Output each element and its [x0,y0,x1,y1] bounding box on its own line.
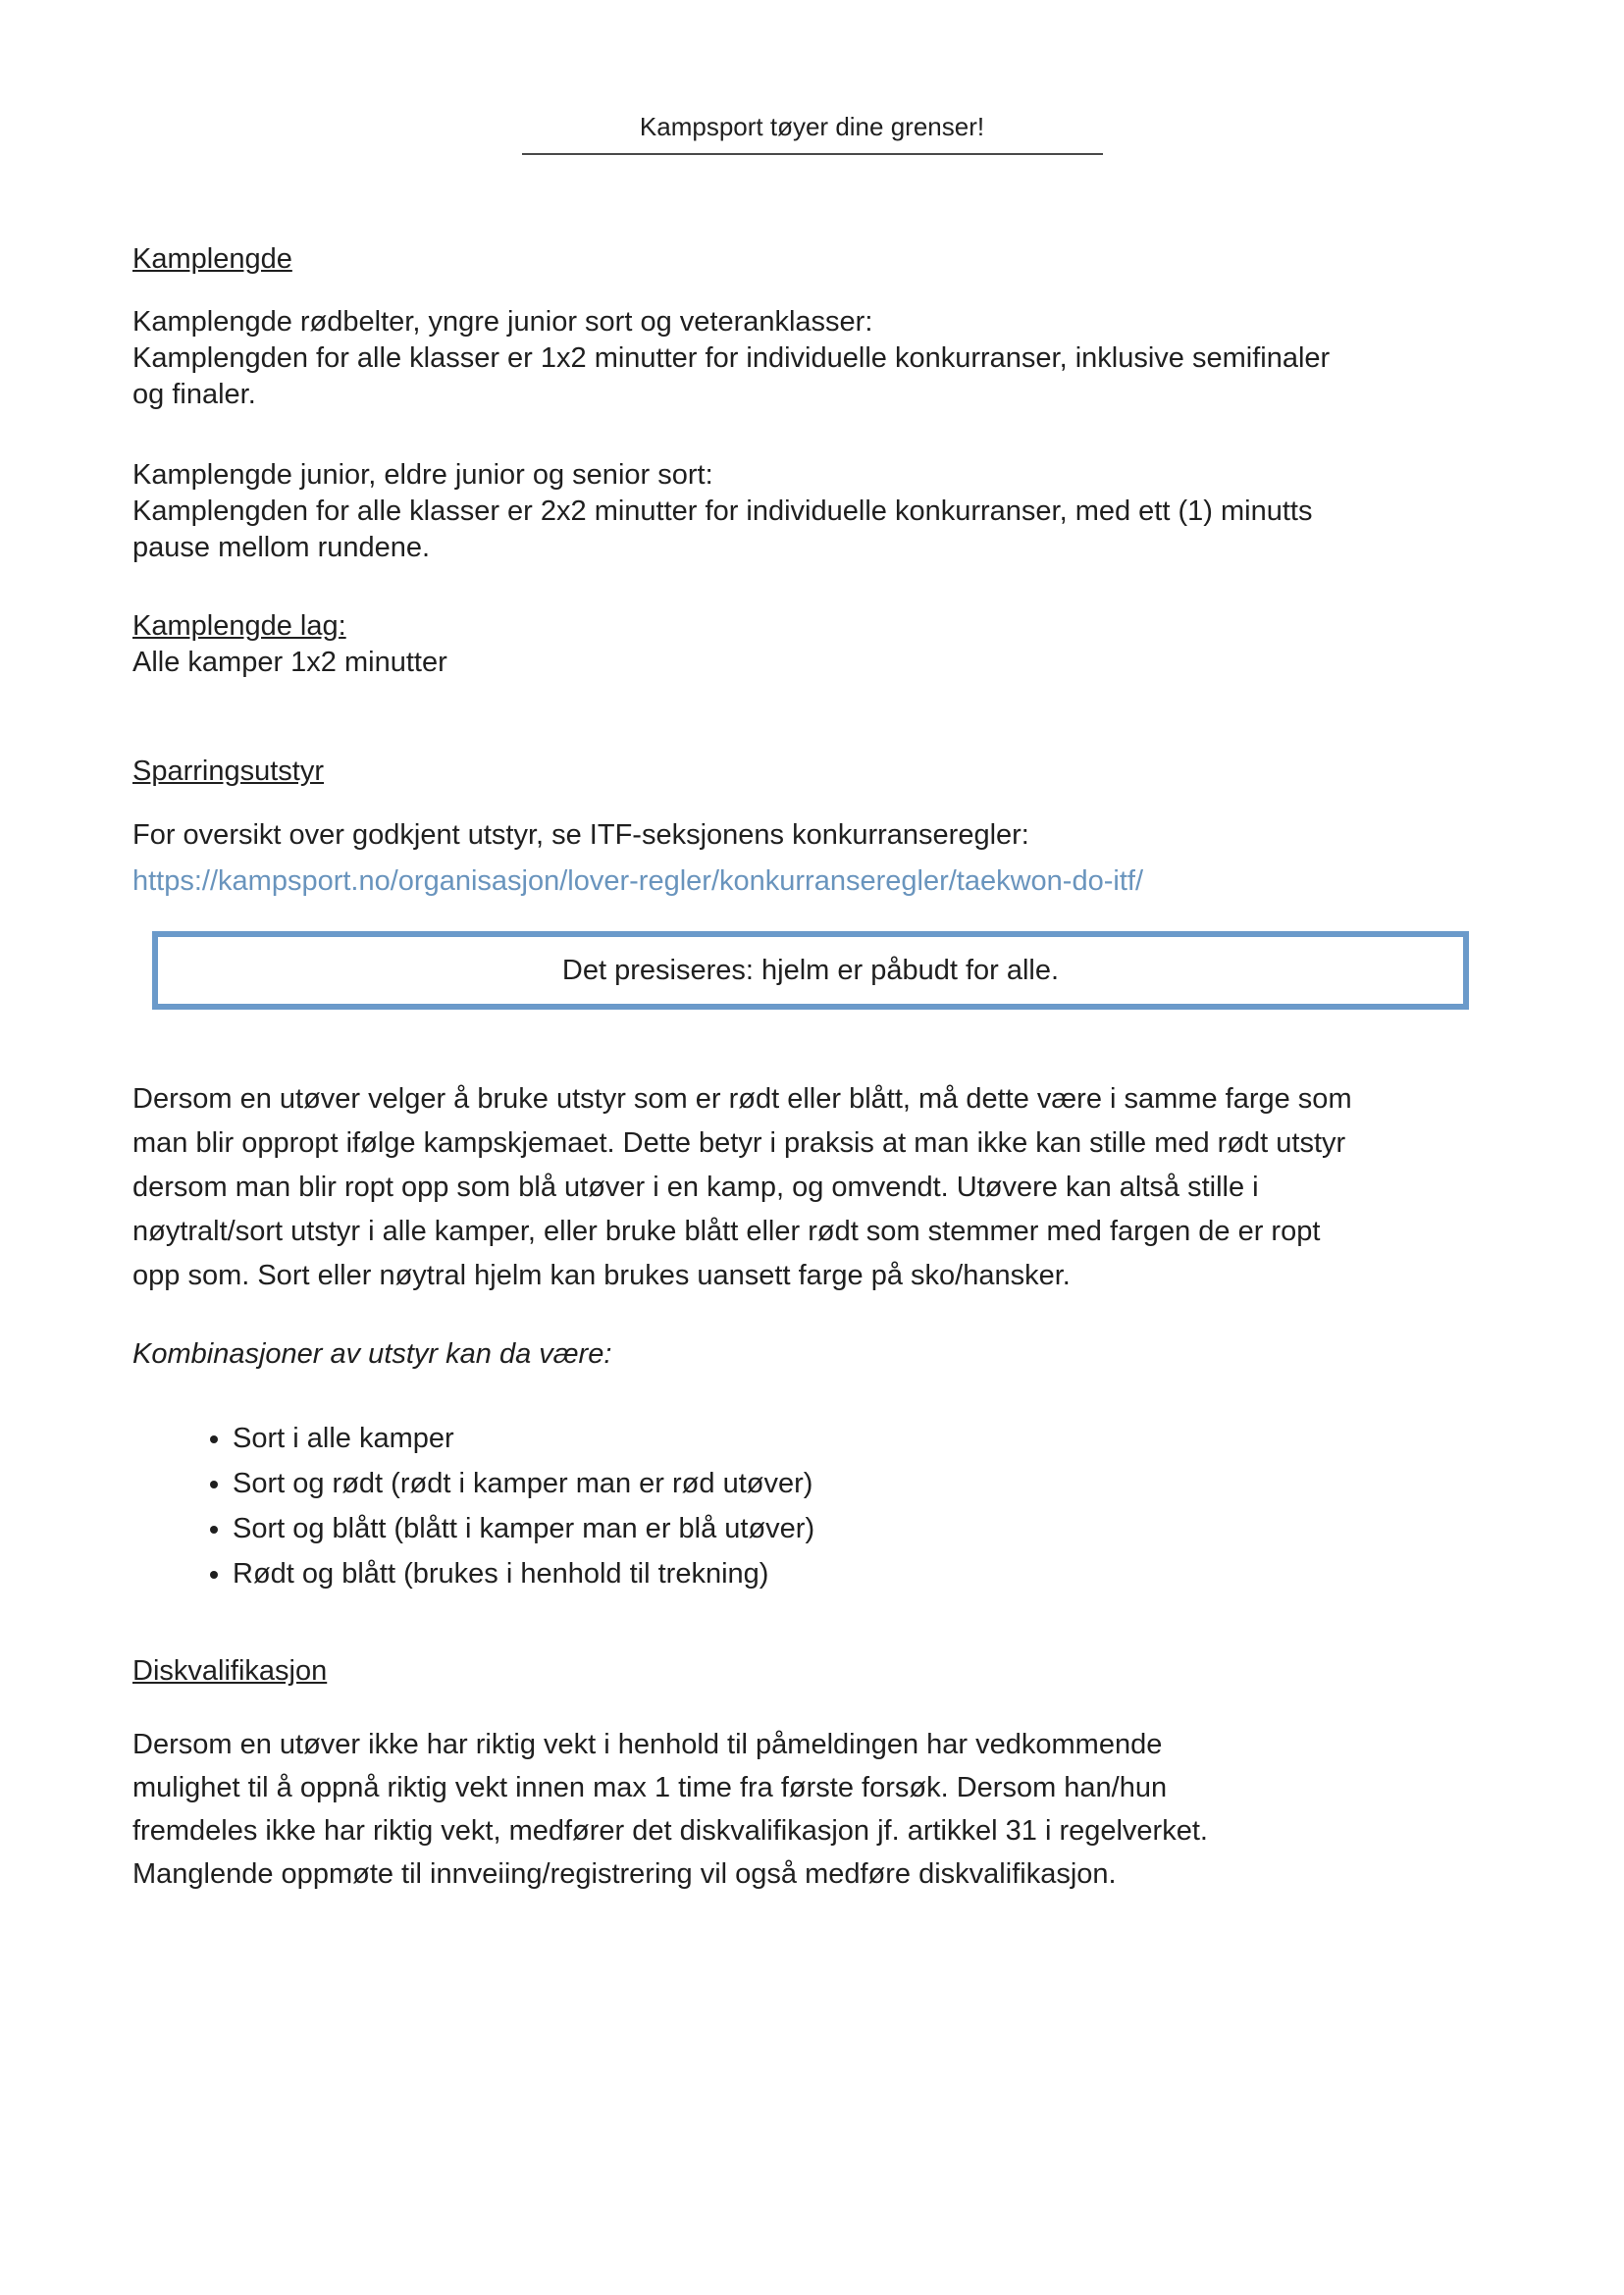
list-item: • Rødt og blått (brukes i henhold til trekning) [233,1551,1492,1596]
text-line: Kamplengden for alle klasser er 1x2 minutter for individuelle konkurranser, inklusive semifinaler [132,342,1331,374]
paragraph-diskvalifikasjon [132,1723,1492,1896]
text-line: nøytralt/sort utstyr i alle kamper, eller bruke blått eller rødt som stemmer med fargen de er ropt [132,1216,1321,1247]
text-line: pause mellom rundene. [132,532,431,563]
competition-rules-link[interactable]: https://kampsport.no/organisasjon/lover-regler/konkurranseregler/taekwon-do-itf/ [132,865,1143,897]
section-heading-sparringsutstyr: Sparringsutstyr [132,756,325,787]
text-line: mulighet til å oppnå riktig vekt innen max 1 time fra første forsøk. Dersom han/hun [132,1772,1168,1803]
notice-box [152,931,1469,1010]
text-line: dersom man blir ropt opp som blå utøver i en kamp, og omvendt. Utøvere kan altså stille i [132,1172,1259,1203]
list-item: • Sort i alle kamper [233,1416,1492,1461]
kombinasjoner-list [132,1416,1492,1596]
text-line: Kamplengde junior, eldre junior og senior sort: [132,459,713,491]
section-heading-diskvalifikasjon: Diskvalifikasjon [132,1655,328,1687]
paragraph-utstyr-farger [132,1077,1492,1298]
text-line: Dersom en utøver velger å bruke utstyr som er rødt eller blått, må dette være i samme farge som [132,1083,1352,1115]
subheading-kamplengde-lag: Kamplengde lag: [132,610,346,642]
header-rule [522,153,1103,155]
text-line: Alle kamper 1x2 minutter [132,647,447,678]
paragraph-utstyr-oversikt [132,812,1492,905]
list-item: • Sort og blått (blått i kamper man er blå utøver) [233,1506,1492,1551]
text-line: Kamplengden for alle klasser er 2x2 minutter for individuelle konkurranser, med ett (1) minutts [132,496,1313,527]
page-header-tagline: Kampsport tøyer dine grenser! [639,112,985,141]
paragraph-kamplengde-rodbelter [132,304,1492,413]
page-header [132,110,1492,155]
kombinasjoner-label: Kombinasjoner av utstyr kan da være: [132,1338,612,1370]
notice-text: Det presiseres: hjelm er påbudt for alle. [561,954,1060,986]
text-line: fremdeles ikke har riktig vekt, medfører det diskvalifikasjon jf. artikkel 31 i regelverket. [132,1815,1208,1847]
text-line: Kamplengde rødbelter, yngre junior sort og veteranklasser: [132,306,873,338]
text-line: opp som. Sort eller nøytral hjelm kan brukes uansett farge på sko/hansker. [132,1260,1071,1291]
text-line: man blir oppropt ifølge kampskjemaet. Dette betyr i praksis at man ikke kan stille med rødt utstyr [132,1127,1346,1159]
list-item: • Sort og rødt (rødt i kamper man er rød utøver) [233,1461,1492,1506]
text-line: Dersom en utøver ikke har riktig vekt i henhold til påmeldingen har vedkommende [132,1729,1163,1760]
text-line: og finaler. [132,379,256,410]
paragraph-kamplengde-junior [132,457,1492,566]
text-line: Manglende oppmøte til innveiing/registrering vil også medføre diskvalifikasjon. [132,1858,1117,1890]
section-heading-kamplengde: Kamplengde [132,243,292,275]
paragraph-kamplengde-lag [132,608,1492,681]
text-line: For oversikt over godkjent utstyr, se ITF-seksjonens konkurranseregler: [132,819,1029,851]
